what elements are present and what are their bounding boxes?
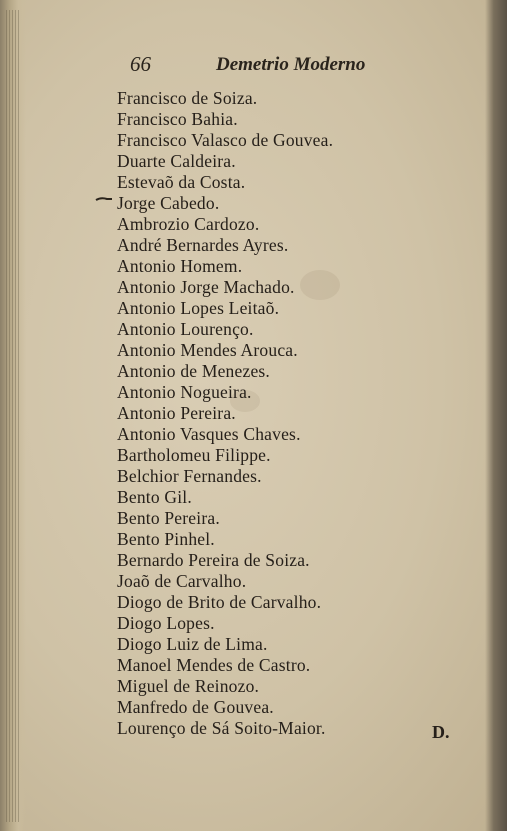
catchword: D. — [432, 722, 450, 742]
list-item: Francisco Valasco de Gouvea. — [117, 130, 334, 150]
list-item: Bartholomeu Filippe. — [117, 445, 271, 465]
name-list — [117, 88, 333, 739]
list-item: Miguel de Reinozo. — [117, 676, 260, 696]
list-item: Lourenço de Sá Soito-Maior. — [117, 718, 326, 738]
running-title: Demetrio Moderno — [216, 54, 366, 75]
list-item: Manfredo de Gouvea. — [117, 697, 274, 717]
list-item: Antonio Pereira. — [117, 403, 236, 423]
page-number: 66 — [130, 52, 151, 76]
binding-edge — [6, 10, 20, 822]
list-item: Bento Pereira. — [117, 508, 220, 528]
list-item: Ambrozio Cardozo. — [117, 214, 260, 234]
page-gutter — [0, 0, 26, 831]
list-item: Joaõ de Carvalho. — [117, 571, 247, 591]
list-item: Estevaõ da Costa. — [117, 172, 246, 192]
page-shadow — [485, 0, 507, 831]
list-item: Antonio Lopes Leitaõ. — [117, 298, 280, 318]
list-item: Diogo Lopes. — [117, 613, 215, 633]
list-item: Diogo de Brito de Carvalho. — [117, 592, 322, 612]
list-item: Duarte Caldeira. — [117, 151, 236, 171]
list-item: Antonio Nogueira. — [117, 382, 252, 402]
list-item: Francisco Bahia. — [117, 109, 238, 129]
list-item: Jorge Cabedo. — [117, 193, 220, 213]
list-item: Antonio de Menezes. — [117, 361, 270, 381]
list-item: Antonio Homem. — [117, 256, 243, 276]
list-item: Diogo Luiz de Lima. — [117, 634, 268, 654]
ink-mark-icon — [95, 196, 113, 203]
list-item: Bernardo Pereira de Soiza. — [117, 550, 310, 570]
list-item: André Bernardes Ayres. — [117, 235, 289, 255]
list-item: Manoel Mendes de Castro. — [117, 655, 311, 675]
list-item: Antonio Lourenço. — [117, 319, 254, 339]
list-item: Antonio Jorge Machado. — [117, 277, 295, 297]
list-item: Belchior Fernandes. — [117, 466, 262, 486]
list-item: Antonio Vasques Chaves. — [117, 424, 301, 444]
list-item: Bento Pinhel. — [117, 529, 215, 549]
page-header — [130, 52, 375, 82]
list-item: Francisco de Soiza. — [117, 88, 258, 108]
list-item: Antonio Mendes Arouca. — [117, 340, 298, 360]
list-item: Bento Gil. — [117, 487, 192, 507]
